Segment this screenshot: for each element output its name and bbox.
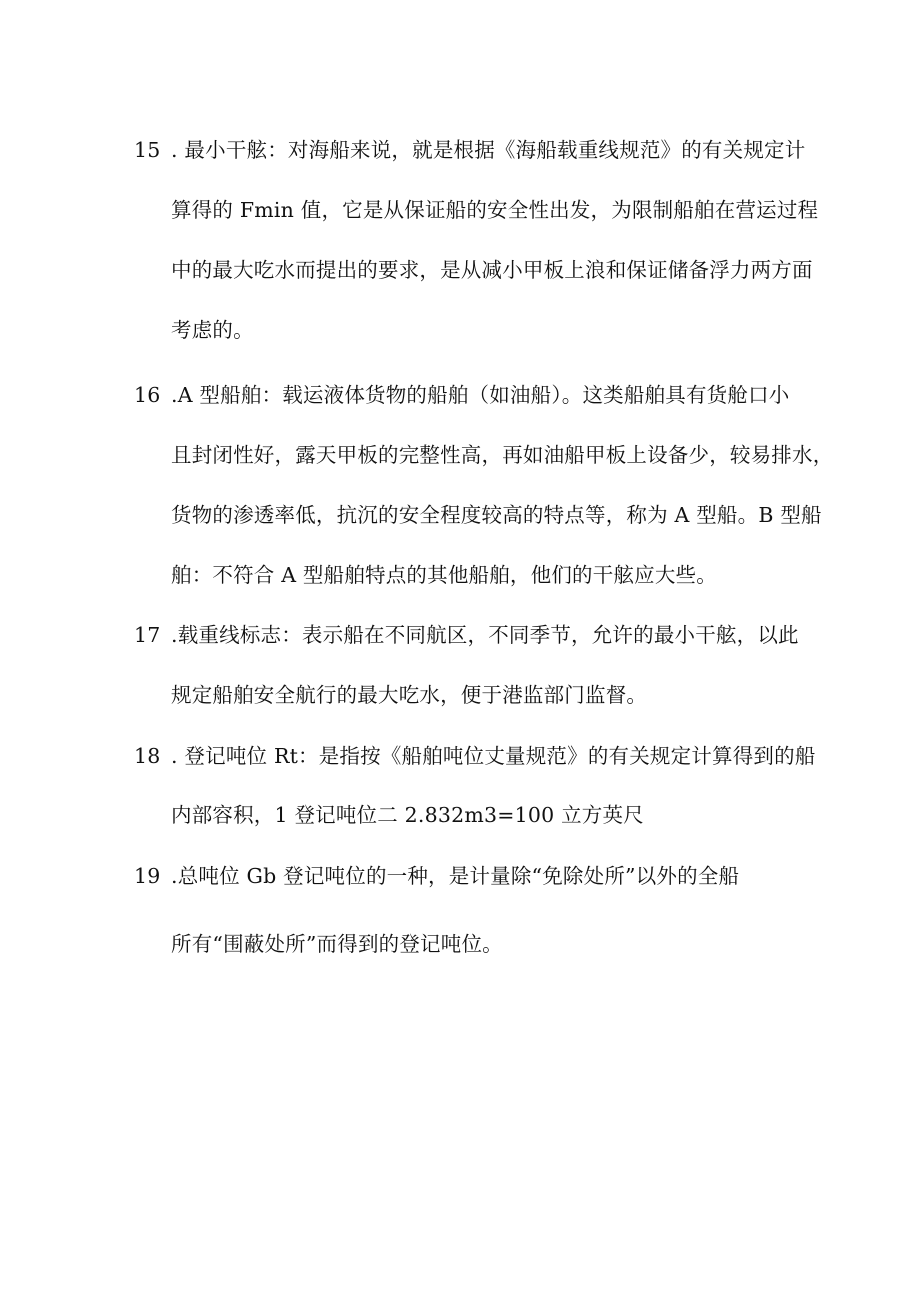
item-number: 16 bbox=[134, 383, 161, 407]
item-17-line-2: 规定船舶安全航行的最大吃水，便于港监部门监督。 bbox=[171, 683, 648, 707]
item-16-line-1 bbox=[134, 381, 790, 409]
item-number: 19 bbox=[134, 864, 161, 888]
item-19-line-1 bbox=[134, 862, 739, 890]
item-15-line-1 bbox=[134, 136, 805, 164]
item-text: .A 型船舶：载运液体货物的船舶（如油船）。这类船舶具有货舱口小 bbox=[171, 383, 790, 407]
item-15-line-4: 考虑的。 bbox=[171, 318, 254, 342]
item-text: . 登记吨位 Rt：是指按《船舶吨位丈量规范》的有关规定计算得到的船 bbox=[171, 744, 816, 768]
item-15-line-3: 中的最大吃水而提出的要求，是从减小甲板上浪和保证储备浮力两方面 bbox=[171, 258, 813, 282]
item-number: 18 bbox=[134, 744, 161, 768]
item-19-line-2: 所有“围蔽处所”而得到的登记吨位。 bbox=[171, 932, 503, 956]
item-16-line-2: 且封闭性好，露天甲板的完整性高，再如油船甲板上设备少，较易排水， bbox=[171, 443, 834, 467]
item-number: 17 bbox=[134, 623, 161, 647]
item-18-line-1 bbox=[134, 742, 816, 770]
item-15-line-2: 算得的 Fmin 值，它是从保证船的安全性出发，为限制船舶在营运过程 bbox=[171, 198, 819, 222]
item-text: . 最小干舷：对海船来说，就是根据《海船载重线规范》的有关规定计 bbox=[171, 138, 806, 162]
item-number: 15 bbox=[134, 138, 161, 162]
item-text: .载重线标志：表示船在不同航区，不同季节，允许的最小干舷，以此 bbox=[171, 623, 799, 647]
item-18-line-2: 内部容积，1 登记吨位二 2.832m3=100 立方英尺 bbox=[171, 803, 644, 827]
item-text: .总吨位 Gb 登记吨位的一种，是计量除“免除处所”以外的全船 bbox=[171, 864, 740, 888]
item-16-line-4: 舶：不符合 A 型船舶特点的其他船舶，他们的干舷应大些。 bbox=[171, 563, 717, 587]
item-16-line-3: 货物的渗透率低，抗沉的安全程度较高的特点等，称为 A 型船。B 型船 bbox=[171, 503, 822, 527]
item-17-line-1 bbox=[134, 621, 799, 649]
